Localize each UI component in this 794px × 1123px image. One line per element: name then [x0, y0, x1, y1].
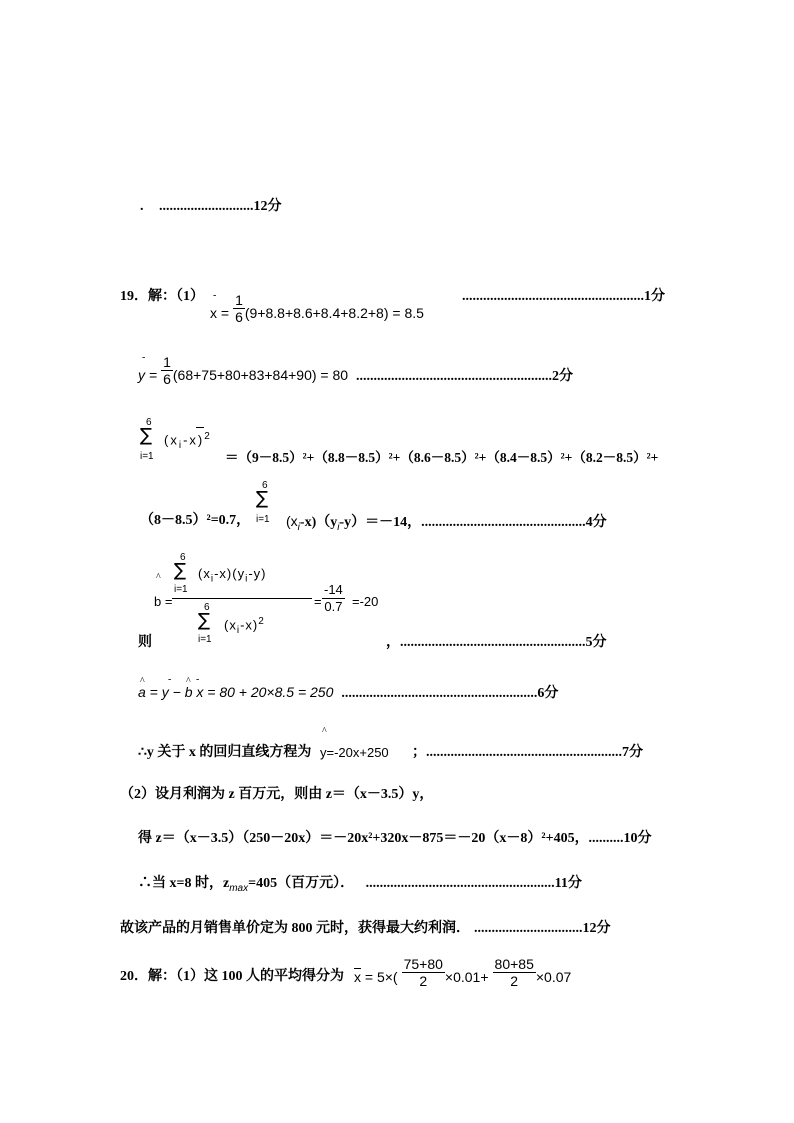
b-den-sq: 2: [258, 616, 265, 627]
sum-sq: 2: [204, 431, 212, 442]
b-num-term: $(x_i-x)(y_i-y)$: [198, 566, 267, 585]
leader-4: ...............................................4分: [421, 515, 607, 530]
b-den-term: $(x_i-x)^2$: [224, 616, 265, 636]
sum-lower: i=1: [140, 451, 154, 462]
hat-mark: ^: [156, 572, 161, 583]
q20-frac-1: [402, 956, 445, 989]
b-value-frac: [322, 582, 345, 615]
frac-num: 1: [235, 292, 243, 308]
xbar-bar: -: [213, 290, 217, 301]
conclusion: [120, 920, 611, 938]
part2-c: [138, 875, 582, 898]
sigma-icon: ∑: [198, 610, 211, 631]
fraction-bar: [172, 598, 312, 599]
sum-lower: i=1: [174, 584, 188, 595]
frac-num: -14: [324, 582, 343, 597]
leader-6: ........................................................6分: [341, 686, 559, 701]
q20-tail: ×0.07: [535, 969, 572, 986]
line4-sum: [256, 480, 286, 530]
sum-term-b: -x): [183, 432, 205, 448]
q19-label: 19．解：（1）: [120, 289, 204, 304]
sum-upper: 6: [180, 552, 186, 563]
part2-c-post: =405（百万元）．: [248, 876, 355, 891]
frac-den: 2: [510, 973, 519, 989]
part2-a: （2）设月利润为 z 百万元，则由 z＝（x－3.5）y，: [120, 787, 434, 802]
xbar-lhs: x =: [210, 305, 230, 322]
score-line-12: [140, 198, 282, 216]
sum-term: [164, 431, 212, 451]
sigma-icon: ∑: [140, 425, 153, 446]
line4-start: （8－8.5）²=0.7，: [140, 513, 251, 528]
hat-mark: ^: [322, 726, 327, 737]
leader-2: ........................................................2分: [356, 369, 574, 385]
line4-term-a: (x: [286, 513, 298, 529]
line4-term-b: -x)（y: [299, 515, 338, 530]
reg-eq: y=-20x+250: [320, 745, 389, 760]
b-num-a: (x: [198, 566, 211, 581]
sq-expansion: ＝（9－8.5）²+（8.8－8.5）²+（8.6－8.5）²+（8.4－8.5）²+（8.2－8.5）²+: [225, 450, 659, 465]
q20-mid: ×0.01+: [444, 969, 489, 986]
frac-den: 0.7: [324, 599, 343, 614]
frac-den: 6: [235, 309, 243, 325]
leader: ...........................: [159, 199, 254, 214]
sum-lower: i=1: [256, 514, 270, 525]
ze-label: 则: [138, 635, 152, 650]
frac-num: 75+80: [403, 956, 443, 972]
leader-12: ...............................12分: [474, 921, 611, 936]
q20-xbar: $\overline{x}$: [354, 969, 361, 986]
frac-num: 80+85: [494, 956, 534, 972]
sum-upper: 6: [146, 417, 152, 428]
bar-mark: -: [196, 674, 200, 685]
leader-1: ....................................................1分: [462, 289, 665, 304]
leader-5: ，.....................................................5分: [386, 635, 607, 650]
xbar-frac: [233, 292, 245, 325]
xbar-formula: [210, 292, 424, 325]
b-lhs: b =: [154, 594, 173, 609]
leader-7: ；........................................................7分: [412, 745, 643, 760]
b-eq: =: [314, 594, 322, 609]
bar-mark: -: [168, 674, 172, 685]
b-result: =-20: [352, 594, 379, 609]
line4-term-c: -y）＝－14，: [339, 515, 422, 530]
regression-line: [138, 744, 311, 762]
sum-upper: 6: [262, 480, 268, 491]
score: 12分: [253, 199, 282, 214]
therefore-text: ∴y 关于 x 的回归直线方程为: [138, 745, 312, 760]
sum-sub: i: [178, 439, 184, 451]
leader-11: ......................................................11分: [365, 876, 582, 891]
dot: .: [140, 199, 144, 214]
frac-den: 2: [419, 973, 428, 989]
line4-term: $(x_i-x)(y_i-y)=-14$，...............................................4分: [286, 513, 607, 533]
q20-eq: = 5×(: [361, 969, 398, 986]
b-num-b: -x)(y: [214, 566, 246, 581]
a-hat-formula: [138, 674, 559, 703]
frac-num: 1: [163, 354, 171, 370]
overline: [196, 427, 204, 428]
hat-mark: ^: [140, 676, 145, 687]
sigma-icon: ∑: [256, 488, 269, 509]
ybar-bar: -: [142, 352, 146, 363]
sum-upper: 6: [204, 602, 210, 613]
sigma-icon: ∑: [174, 560, 187, 581]
sum-lower: i=1: [198, 634, 212, 645]
hat-mark: ^: [186, 676, 191, 687]
ybar-frac: [161, 354, 173, 387]
sum-term-a: (x: [164, 432, 179, 448]
regression-eq: [320, 726, 389, 762]
ybar-body: (68+75+80+83+84+90) = 80: [172, 367, 349, 384]
b-num-c: -y): [248, 566, 267, 581]
q20-frac-2: [493, 956, 536, 989]
b-hat-formula: [150, 552, 390, 645]
part2-c-sub: max: [229, 882, 249, 894]
ybar-lhs: y =: [138, 367, 158, 384]
part2-b: 得 z＝（x－3.5）（250－20x）＝－20x²+320x－875＝－20（x－8）²+405，..........10分: [138, 831, 652, 846]
xbar-body: (9+8.8+8.6+8.4+8.2+8) = 8.5: [244, 305, 424, 322]
b-den-b: -x): [240, 617, 259, 633]
q20-formula: [354, 956, 571, 989]
conclusion-text: 故该产品的月销售单价定为 800 元时，获得最大约利润．: [120, 921, 470, 936]
ybar-formula: [138, 354, 573, 387]
q20-label: 20．解：（1）这 100 人的平均得分为: [120, 969, 344, 984]
part2-c-pre: ∴当 x=8 时，z: [138, 876, 230, 891]
b-den-a: (x: [224, 617, 237, 633]
frac-den: 6: [163, 371, 171, 387]
a-expr: a = y − b x = 80 + 20×8.5 = 250: [138, 684, 334, 700]
